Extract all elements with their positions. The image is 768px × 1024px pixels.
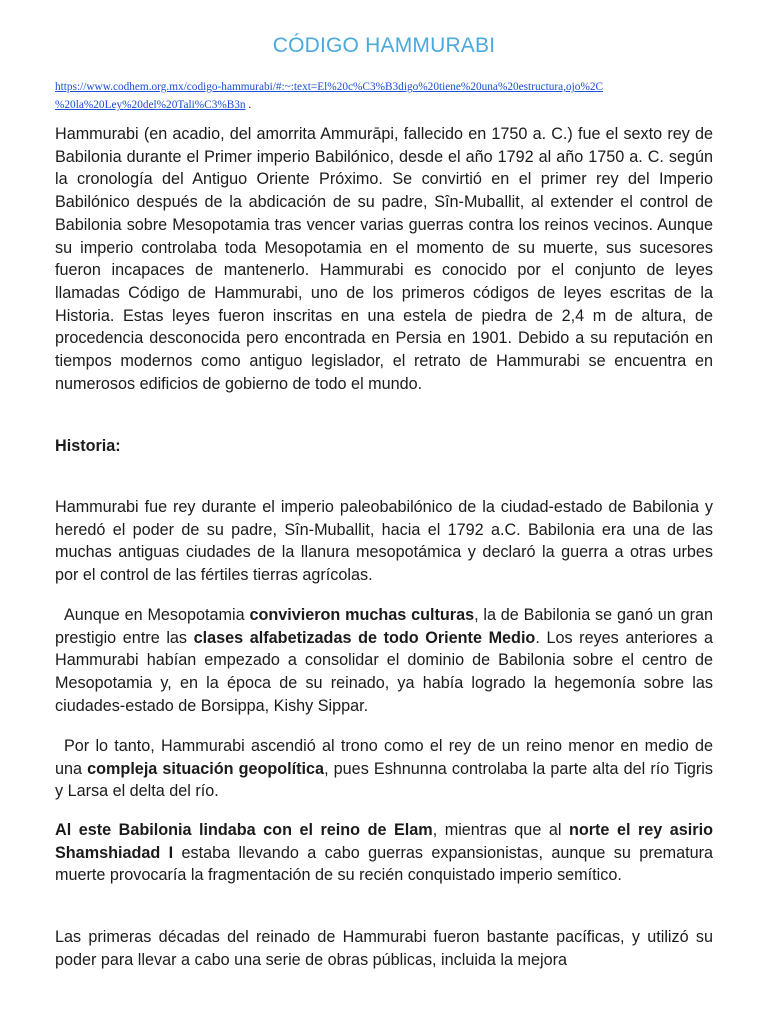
p2-text-a: Aunque en Mesopotamia [64,606,250,624]
historia-heading: Historia: [55,437,121,455]
p4-text-b: , mientras que al [432,821,569,839]
source-link[interactable] [55,81,603,111]
historia-paragraph-3 [55,735,713,803]
intro-paragraph: Hammurabi (en acadio, del amorrita Ammurāpi, fallecido en 1750 a. C.) fue el sexto rey de Babilonia durante el Primer imperio Babilónico, desde el año 1792 al año 1750 a. C. según la cronología del Antiguo Oriente Próximo. Se convirtió en el primer rey del Imperio Babilónico después de la abdicación de su padre, Sîn-Muballit, al extender el control de Babilonia sobre Mesopotamia tras vencer varias guerras contra los reinos vecinos. Aunque su imperio controlaba toda Mesopotamia en el momento de su muerte, sus sucesores fueron incapaces de mantenerlo. Hammurabi es conocido por el conjunto de leyes llamadas Código de Hammurabi, uno de los primeros códigos de leyes escritas de la Historia. Estas leyes fueron inscritas en una estela de piedra de 2,4 m de altura, de procedencia desconocida pero encontrada en Persia en 1901. Debido a su reputación en tiempos modernos como antiguo legislador, el retrato de Hammurabi se encuentra en numerosos edificios de gobierno de todo el mundo. [55,125,713,393]
p2-text-c: , la de Babilonia se ganó un gran prestigio entre las [55,606,713,647]
p3-text-c: , pues Eshnunna controlaba la parte alta del río Tigris y Larsa el delta del río. [55,759,714,801]
source-link-block [55,78,715,114]
p4-text-d: estaba llevando a cabo guerras expansionistas, aunque su prematura muerte provocaría la fragmentación de su recién conquistado imperio semítico. [55,843,713,885]
document-title: CÓDIGO HAMMURABI [272,34,496,57]
p2-bold-clases: clases alfabetizadas de todo Oriente Medio [193,628,536,647]
p4-bold-asirio: norte el rey asirio Shamshiadad I [55,821,713,862]
source-link-line2: %20la%20Ley%20del%20Tali%C3%B3n [55,99,246,111]
p3-text-a: Por lo tanto, Hammurabi ascendió al trono como el rey de un reino menor en medio de una [55,737,713,778]
historia-paragraph-2 [55,604,713,718]
p2-text-e: . Los reyes anteriores a Hammurabi habían empezado a consolidar el dominio de Babilonia sobre el centro de Mesopotamia y, en la época de su reinado, ya había logrado la hegemonía sobre las ciudades-estado de Borsippa, Kishy Sippar. [55,628,713,715]
p2-bold-culturas: convivieron muchas culturas [249,606,475,624]
p3-bold-geopolitica: compleja situación geopolítica [87,759,325,778]
historia-paragraph-4 [55,819,713,887]
p4-bold-elam: Al este Babilonia lindaba con el reino de Elam [55,821,433,839]
historia-paragraph-5: Las primeras décadas del reinado de Hammurabi fueron bastante pacíficas, y utilizó su poder para llevar a cabo una serie de obras públicas, incluida la mejora [55,928,713,969]
source-link-line1: https://www.codhem.org.mx/codigo-hammurabi/#:~:text=El%20c%C3%B3digo%20tiene%20una%20estructura,ojo%2C [55,81,604,93]
source-link-tail: . [245,99,252,111]
historia-paragraph-1: Hammurabi fue rey durante el imperio paleobabilónico de la ciudad-estado de Babilonia y heredó el poder de su padre, Sîn-Muballit, hacia el 1792 a.C. Babilonia era una de las muchas antiguas ciudades de la llanura mesopotámica y declaró la guerra a otras urbes por el control de las fértiles tierras agrícolas. [55,498,713,585]
